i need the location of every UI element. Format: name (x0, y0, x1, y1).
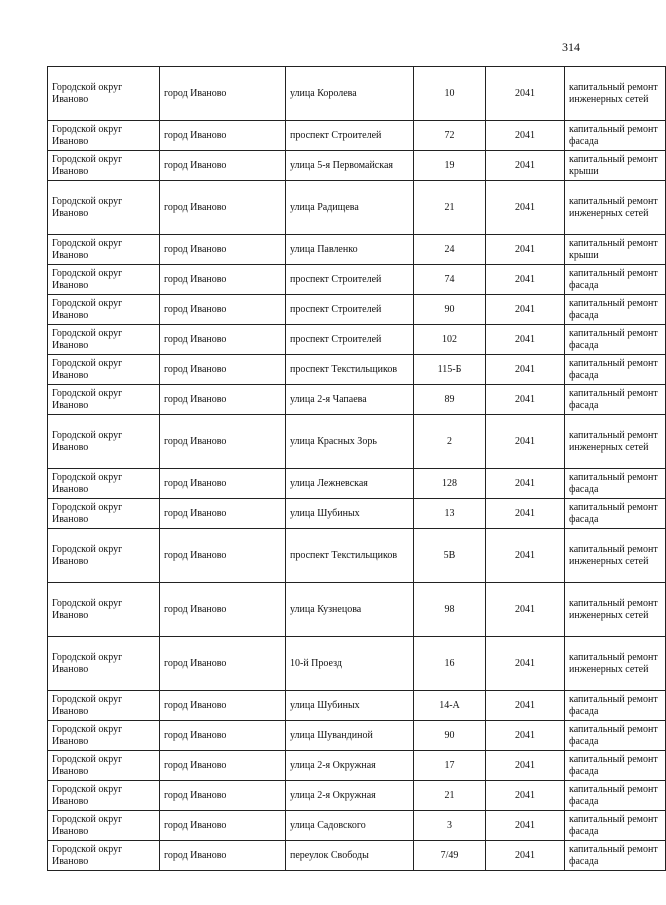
district-cell: Городской округ Иваново (48, 811, 160, 841)
year-cell: 2041 (486, 583, 565, 637)
street-cell: улица Красных Зорь (286, 415, 414, 469)
city-cell: город Иваново (160, 415, 286, 469)
table-row (48, 751, 666, 781)
city-cell: город Иваново (160, 529, 286, 583)
city-cell: город Иваново (160, 691, 286, 721)
work-type-cell: капитальный ремонт фасада (565, 721, 666, 751)
district-cell: Городской округ Иваново (48, 781, 160, 811)
work-type-cell: капитальный ремонт инженерных сетей (565, 181, 666, 235)
table-row (48, 265, 666, 295)
year-cell: 2041 (486, 637, 565, 691)
city-cell: город Иваново (160, 325, 286, 355)
street-cell: улица Королева (286, 67, 414, 121)
street-cell: проспект Строителей (286, 265, 414, 295)
house-number-cell: 21 (414, 781, 486, 811)
house-number-cell: 13 (414, 499, 486, 529)
city-cell: город Иваново (160, 181, 286, 235)
house-number-cell: 19 (414, 151, 486, 181)
house-number-cell: 7/49 (414, 841, 486, 871)
street-cell: улица Павленко (286, 235, 414, 265)
city-cell: город Иваново (160, 499, 286, 529)
table-row (48, 469, 666, 499)
year-cell: 2041 (486, 151, 565, 181)
house-number-cell: 72 (414, 121, 486, 151)
street-cell: 10-й Проезд (286, 637, 414, 691)
city-cell: город Иваново (160, 721, 286, 751)
table-row (48, 151, 666, 181)
house-number-cell: 3 (414, 811, 486, 841)
work-type-cell: капитальный ремонт фасада (565, 691, 666, 721)
district-cell: Городской округ Иваново (48, 295, 160, 325)
house-number-cell: 90 (414, 721, 486, 751)
work-type-cell: капитальный ремонт инженерных сетей (565, 415, 666, 469)
city-cell: город Иваново (160, 355, 286, 385)
table-row (48, 415, 666, 469)
house-number-cell: 21 (414, 181, 486, 235)
work-type-cell: капитальный ремонт фасада (565, 325, 666, 355)
house-number-cell: 2 (414, 415, 486, 469)
year-cell: 2041 (486, 751, 565, 781)
district-cell: Городской округ Иваново (48, 499, 160, 529)
table-row (48, 721, 666, 751)
year-cell: 2041 (486, 295, 565, 325)
house-number-cell: 98 (414, 583, 486, 637)
district-cell: Городской округ Иваново (48, 265, 160, 295)
district-cell: Городской округ Иваново (48, 355, 160, 385)
table-row (48, 841, 666, 871)
street-cell: проспект Строителей (286, 121, 414, 151)
house-number-cell: 102 (414, 325, 486, 355)
city-cell: город Иваново (160, 235, 286, 265)
city-cell: город Иваново (160, 781, 286, 811)
house-number-cell: 5В (414, 529, 486, 583)
table-body (48, 67, 666, 871)
house-number-cell: 24 (414, 235, 486, 265)
street-cell: улица Шувандиной (286, 721, 414, 751)
city-cell: город Иваново (160, 811, 286, 841)
district-cell: Городской округ Иваново (48, 67, 160, 121)
street-cell: улица Шубиных (286, 499, 414, 529)
work-type-cell: капитальный ремонт фасада (565, 121, 666, 151)
year-cell: 2041 (486, 181, 565, 235)
city-cell: город Иваново (160, 637, 286, 691)
city-cell: город Иваново (160, 385, 286, 415)
table-row (48, 811, 666, 841)
district-cell: Городской округ Иваново (48, 637, 160, 691)
house-number-cell: 14-А (414, 691, 486, 721)
house-number-cell: 16 (414, 637, 486, 691)
house-number-cell: 17 (414, 751, 486, 781)
street-cell: улица 2-я Чапаева (286, 385, 414, 415)
table-row (48, 181, 666, 235)
work-type-cell: капитальный ремонт фасада (565, 295, 666, 325)
district-cell: Городской округ Иваново (48, 529, 160, 583)
work-type-cell: капитальный ремонт фасада (565, 751, 666, 781)
year-cell: 2041 (486, 355, 565, 385)
year-cell: 2041 (486, 235, 565, 265)
street-cell: переулок Свободы (286, 841, 414, 871)
year-cell: 2041 (486, 781, 565, 811)
house-number-cell: 90 (414, 295, 486, 325)
house-number-cell: 74 (414, 265, 486, 295)
table-row (48, 67, 666, 121)
table-row (48, 355, 666, 385)
work-type-cell: капитальный ремонт фасада (565, 499, 666, 529)
street-cell: улица 5-я Первомайская (286, 151, 414, 181)
district-cell: Городской округ Иваново (48, 841, 160, 871)
city-cell: город Иваново (160, 841, 286, 871)
work-type-cell: капитальный ремонт фасада (565, 355, 666, 385)
table-row (48, 121, 666, 151)
city-cell: город Иваново (160, 121, 286, 151)
district-cell: Городской округ Иваново (48, 469, 160, 499)
work-type-cell: капитальный ремонт инженерных сетей (565, 529, 666, 583)
city-cell: город Иваново (160, 583, 286, 637)
street-cell: проспект Строителей (286, 325, 414, 355)
table-row (48, 385, 666, 415)
street-cell: проспект Текстильщиков (286, 529, 414, 583)
year-cell: 2041 (486, 325, 565, 355)
district-cell: Городской округ Иваново (48, 235, 160, 265)
work-type-cell: капитальный ремонт фасада (565, 811, 666, 841)
year-cell: 2041 (486, 121, 565, 151)
table-row (48, 583, 666, 637)
work-type-cell: капитальный ремонт фасада (565, 469, 666, 499)
street-cell: улица Шубиных (286, 691, 414, 721)
district-cell: Городской округ Иваново (48, 751, 160, 781)
table-row (48, 529, 666, 583)
district-cell: Городской округ Иваново (48, 691, 160, 721)
city-cell: город Иваново (160, 151, 286, 181)
table-row (48, 781, 666, 811)
city-cell: город Иваново (160, 67, 286, 121)
table-row (48, 325, 666, 355)
year-cell: 2041 (486, 811, 565, 841)
city-cell: город Иваново (160, 751, 286, 781)
work-type-cell: капитальный ремонт крыши (565, 151, 666, 181)
year-cell: 2041 (486, 841, 565, 871)
district-cell: Городской округ Иваново (48, 385, 160, 415)
page-number: 314 (562, 40, 580, 54)
street-cell: улица Радищева (286, 181, 414, 235)
table-row (48, 499, 666, 529)
year-cell: 2041 (486, 499, 565, 529)
work-type-cell: капитальный ремонт фасада (565, 265, 666, 295)
table-row (48, 637, 666, 691)
district-cell: Городской округ Иваново (48, 325, 160, 355)
work-type-cell: капитальный ремонт инженерных сетей (565, 637, 666, 691)
city-cell: город Иваново (160, 469, 286, 499)
work-type-cell: капитальный ремонт фасада (565, 781, 666, 811)
district-cell: Городской округ Иваново (48, 583, 160, 637)
district-cell: Городской округ Иваново (48, 181, 160, 235)
district-cell: Городской округ Иваново (48, 151, 160, 181)
house-number-cell: 115-Б (414, 355, 486, 385)
year-cell: 2041 (486, 529, 565, 583)
house-number-cell: 89 (414, 385, 486, 415)
work-type-cell: капитальный ремонт инженерных сетей (565, 583, 666, 637)
street-cell: улица 2-я Окружная (286, 751, 414, 781)
table-row (48, 691, 666, 721)
street-cell: улица 2-я Окружная (286, 781, 414, 811)
work-type-cell: капитальный ремонт инженерных сетей (565, 67, 666, 121)
street-cell: улица Кузнецова (286, 583, 414, 637)
house-number-cell: 128 (414, 469, 486, 499)
table-row (48, 235, 666, 265)
city-cell: город Иваново (160, 265, 286, 295)
street-cell: проспект Строителей (286, 295, 414, 325)
year-cell: 2041 (486, 415, 565, 469)
table-row (48, 295, 666, 325)
district-cell: Городской округ Иваново (48, 721, 160, 751)
street-cell: проспект Текстильщиков (286, 355, 414, 385)
house-number-cell: 10 (414, 67, 486, 121)
year-cell: 2041 (486, 265, 565, 295)
work-type-cell: капитальный ремонт фасада (565, 841, 666, 871)
district-cell: Городской округ Иваново (48, 121, 160, 151)
year-cell: 2041 (486, 67, 565, 121)
year-cell: 2041 (486, 469, 565, 499)
work-type-cell: капитальный ремонт фасада (565, 385, 666, 415)
street-cell: улица Садовского (286, 811, 414, 841)
city-cell: город Иваново (160, 295, 286, 325)
registry-table (47, 66, 666, 871)
year-cell: 2041 (486, 691, 565, 721)
district-cell: Городской округ Иваново (48, 415, 160, 469)
work-type-cell: капитальный ремонт крыши (565, 235, 666, 265)
year-cell: 2041 (486, 385, 565, 415)
street-cell: улица Лежневская (286, 469, 414, 499)
year-cell: 2041 (486, 721, 565, 751)
